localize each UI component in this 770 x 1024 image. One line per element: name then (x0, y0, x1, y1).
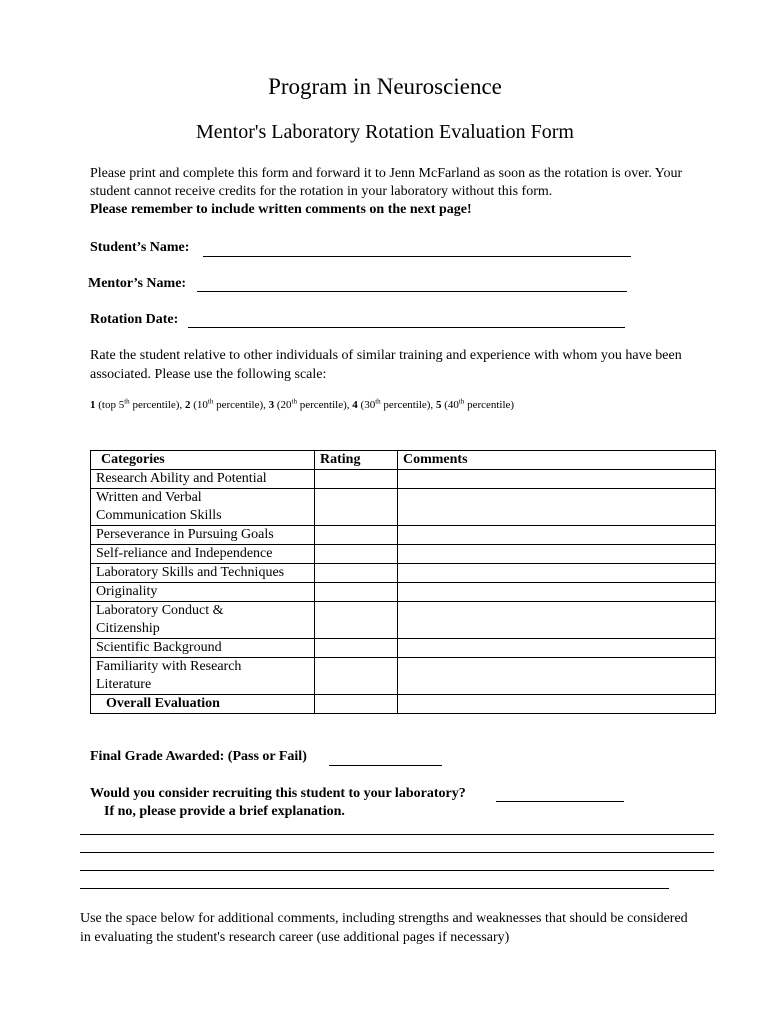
table-header-row (91, 451, 716, 470)
overall-comments-cell[interactable] (398, 695, 716, 714)
rotation-date-field[interactable] (188, 310, 625, 328)
comments-cell[interactable] (398, 526, 716, 545)
table-row (91, 564, 716, 583)
category-cell (91, 583, 315, 602)
category-label: Laboratory Skills and Techniques (96, 565, 285, 580)
final-grade-field[interactable] (329, 749, 442, 766)
rating-scale (90, 399, 514, 411)
rating-cell[interactable] (315, 526, 398, 545)
scale-3-sup: th (291, 397, 297, 406)
intro-text: Please print and complete this form and forward it to Jenn McFarland as soon as the rotation is over. Your student cannot receive credits for the rotation in your laboratory without this form. (90, 166, 683, 199)
scale-3-tail: percentile), (297, 399, 353, 411)
comments-cell[interactable] (398, 564, 716, 583)
overall-rating-cell[interactable] (315, 695, 398, 714)
table-row (91, 602, 716, 639)
scale-4-tail: percentile), (380, 399, 436, 411)
comments-cell[interactable] (398, 470, 716, 489)
scale-1-tail: percentile), (129, 399, 185, 411)
scale-3: 3 (268, 399, 275, 411)
form-subtitle: Mentor's Laboratory Rotation Evaluation Form (196, 121, 574, 143)
scale-2-tail: percentile), (213, 399, 269, 411)
category-cell (91, 470, 315, 489)
overall-evaluation-label: Overall Evaluation (91, 695, 315, 714)
category-cell (91, 564, 315, 583)
scale-2: 2 (184, 399, 191, 411)
recruit-question: Would you consider recruiting this student to your laboratory? (90, 786, 466, 801)
table-row (91, 470, 716, 489)
scale-1-sup: th (124, 397, 130, 406)
category-label: Self-reliance and Independence (96, 546, 273, 561)
rating-instructions: Rate the student relative to other individuals of similar training and experience with whom you have been associated. Please use the following scale: (90, 348, 682, 382)
table-row (91, 583, 716, 602)
rating-cell[interactable] (315, 602, 398, 639)
scale-2-text: (10 (190, 399, 208, 411)
category-label: Laboratory Conduct & (96, 603, 224, 618)
additional-comments-instructions: Use the space below for additional comments, including strengths and weaknesses that should be considered in evaluating the student's research career (use additional pages if necessary) (80, 911, 688, 945)
scale-1: 1 (90, 399, 96, 411)
rating-cell[interactable] (315, 564, 398, 583)
scale-5-sup: th (458, 397, 465, 406)
rating-cell[interactable] (315, 470, 398, 489)
comments-cell[interactable] (398, 658, 716, 695)
recruit-answer-field[interactable] (496, 785, 624, 802)
student-name-field[interactable] (203, 239, 631, 257)
table-row (91, 639, 716, 658)
explanation-line-3[interactable] (80, 870, 714, 871)
rotation-date-label: Rotation Date: (90, 312, 179, 327)
header-comments: Comments (398, 451, 716, 470)
rating-cell[interactable] (315, 658, 398, 695)
category-cell (91, 602, 315, 639)
table-row (91, 526, 716, 545)
scale-5-tail: percentile) (464, 399, 515, 411)
category-label-continued: Literature (96, 677, 152, 692)
category-label: Scientific Background (96, 640, 222, 655)
explanation-line-1[interactable] (80, 834, 714, 835)
student-name-label: Student’s Name: (90, 240, 190, 255)
explanation-line-2[interactable] (80, 852, 714, 853)
rating-cell[interactable] (315, 489, 398, 526)
category-label: Originality (96, 584, 158, 599)
category-label: Familiarity with Research (96, 659, 242, 674)
mentor-name-label: Mentor’s Name: (88, 276, 187, 291)
category-cell (91, 639, 315, 658)
table-row (91, 489, 716, 526)
final-grade-label: Final Grade Awarded: (Pass or Fail) (90, 749, 307, 764)
category-cell (91, 489, 315, 526)
scale-4-sup: th (375, 397, 381, 406)
category-cell (91, 658, 315, 695)
rating-cell[interactable] (315, 583, 398, 602)
scale-2-sup: th (207, 397, 214, 406)
overall-evaluation-row (91, 695, 716, 714)
category-cell (91, 545, 315, 564)
category-label-continued: Communication Skills (96, 508, 222, 523)
category-label: Perseverance in Pursuing Goals (96, 527, 274, 542)
form-title: Program in Neuroscience (268, 74, 502, 99)
category-label-continued: Citizenship (96, 621, 160, 636)
category-label: Written and Verbal (96, 490, 202, 505)
scale-5-text: (40 (441, 399, 459, 411)
mentor-name-field[interactable] (197, 274, 627, 292)
header-categories: Categories (91, 451, 315, 470)
scale-3-text: (20 (274, 399, 292, 411)
scale-4-text: (30 (357, 399, 376, 411)
scale-5: 5 (435, 399, 442, 411)
scale-4: 4 (352, 399, 358, 411)
intro-paragraph (90, 165, 690, 219)
recruit-followup: If no, please provide a brief explanation. (104, 804, 345, 819)
rating-cell[interactable] (315, 639, 398, 658)
comments-cell[interactable] (398, 639, 716, 658)
comments-cell[interactable] (398, 602, 716, 639)
evaluation-table (90, 450, 716, 714)
comments-cell[interactable] (398, 489, 716, 526)
rating-cell[interactable] (315, 545, 398, 564)
explanation-line-4[interactable] (80, 888, 669, 889)
comments-reminder: Please remember to include written comments on the next page! (90, 202, 472, 217)
table-row (91, 545, 716, 564)
header-rating: Rating (315, 451, 398, 470)
category-cell (91, 526, 315, 545)
table-row (91, 658, 716, 695)
category-label: Research Ability and Potential (96, 471, 267, 486)
scale-1-text: (top 5 (95, 399, 125, 411)
comments-cell[interactable] (398, 583, 716, 602)
comments-cell[interactable] (398, 545, 716, 564)
